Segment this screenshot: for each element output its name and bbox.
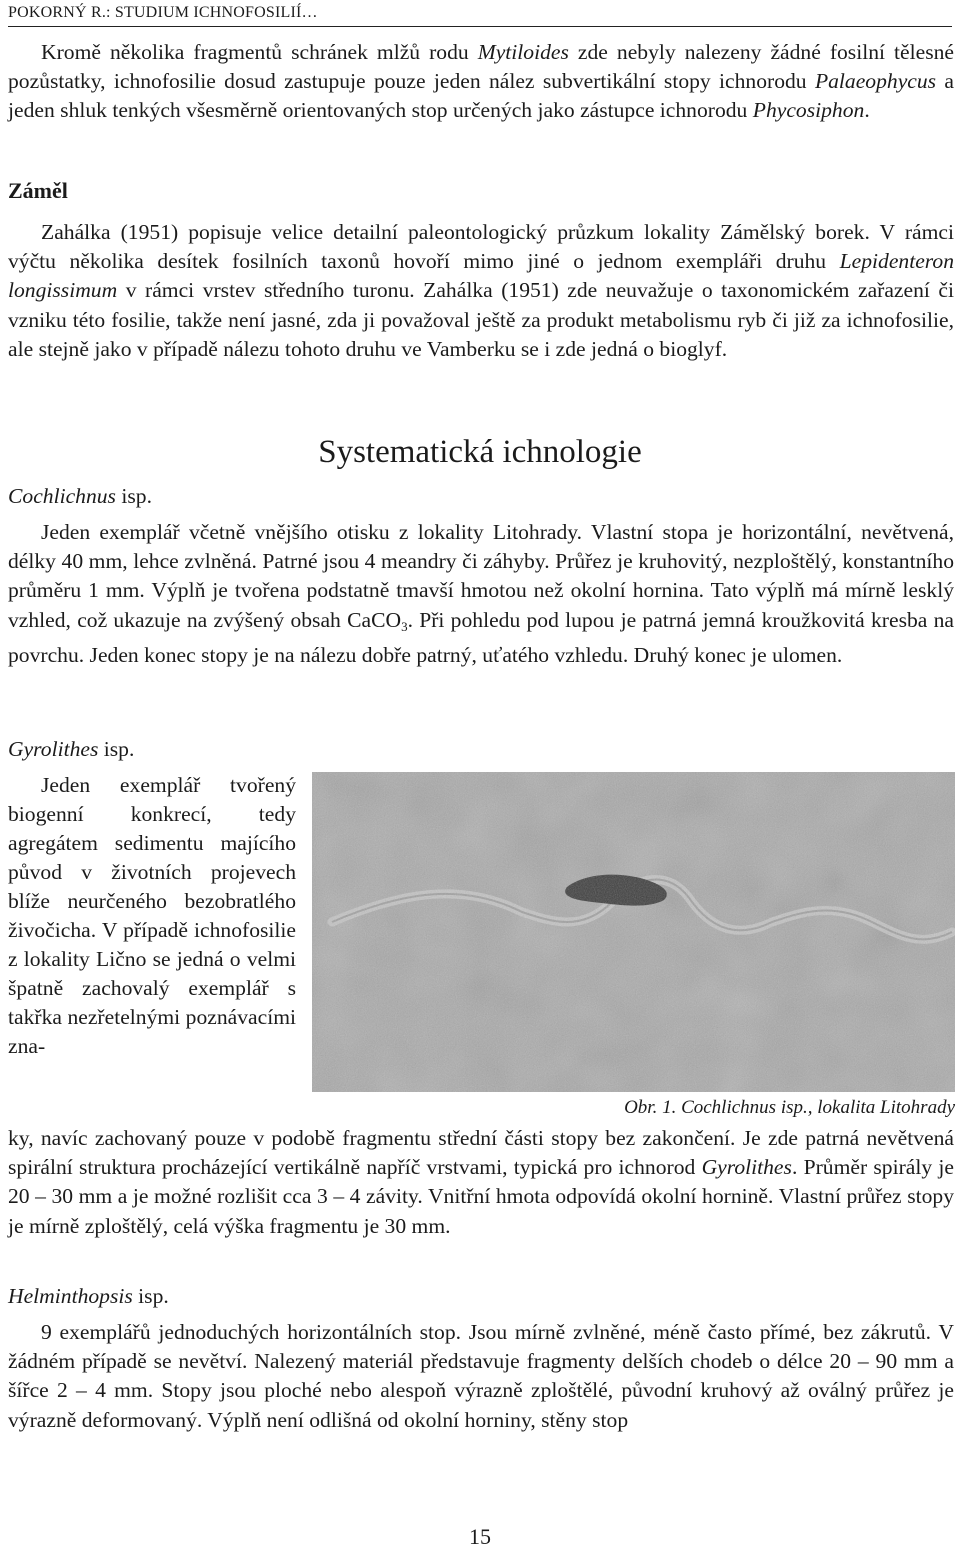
section-title: Systematická ichnologie — [318, 434, 642, 470]
taxon-cochlichnus: Cochlichnus isp. — [8, 484, 152, 508]
fossil-photo — [312, 772, 955, 1092]
figure-caption: Obr. 1. Cochlichnus isp., lokalita Litohrady — [624, 1097, 955, 1118]
zamel-paragraph: Zahálka (1951) popisuje velice detailní paleontologický průzkum lokality Zámělský borek. V rámci výčtu několika desítek fosilních taxonů hovoří mimo jiné o jednom exempláři druhu Lepidenteron longissimum v rámci vrstev středního turonu. Zahálka (1951) zde neuvažuje o taxonomickém zařazení či vzniku této fosilie, takže není jasné, zda ji považoval ještě za produkt metabolismu ryb či již za ichnofosilie, ale stejně jako v případě nálezu tohoto druhu ve Vamberku se i zde jedná o bioglyf. — [8, 220, 954, 361]
running-header: POKORNÝ R.: STUDIUM ICHNOFOSILIÍ… — [8, 4, 952, 27]
taxon-helminthopsis: Helminthopsis isp. — [8, 1284, 169, 1308]
page-number: 15 — [469, 1524, 491, 1549]
heading-zamel: Záměl — [8, 178, 68, 203]
helminthopsis-paragraph: 9 exemplářů jednoduchých horizontálních stop. Jsou mírně zvlněné, méně často přímé, bez zákrutů. V žádném případě se nevětví. Nalezený materiál představuje fragmenty delších chodeb o délce 20 – 90 mm a šířce 2 – 4 mm. Stopy jsou ploché nebo alespoň výrazně zploštělé, původní kruhový až oválný průřez je výrazně deformovaný. Výplň není odlišná od okolní horniny, stěny stop — [8, 1320, 954, 1432]
taxon-gyrolithes: Gyrolithes isp. — [8, 737, 135, 761]
cochlichnus-paragraph: Jeden exemplář včetně vnějšího otisku z lokality Litohrady. Vlastní stopa je horizontální, nevětvená, délky 40 mm, lehce zvlněná. Patrné jsou 4 meandry či záhyby. Průřez je kruhovitý, nezploštělý, konstantního průměru 1 mm. Výplň je tvořena podstatně tmavší hmotou než okolní hornina. Tato výplň má mírně lesklý vzhled, což ukazuje na zvýšený obsah CaCO$_3$. Při pohledu pod lupou je patrná jemná kroužkovitá kresba na povrchu. Jeden konec stopy je na nálezu dobře patrný, uťatého vzhledu. Druhý konec je ulomen. — [8, 520, 954, 667]
intro-paragraph: Kromě několika fragmentů schránek mlžů rodu Mytiloides zde nebyly nalezeny žádné fosilní tělesné pozůstatky, ichnofosilie dosud zastupuje pouze jeden nález subvertikální stopy ichnorodu Palaeophycus a jeden shluk tenkých všesměrně orientovaných stop určených jako zástupce ichnorodu Phycosiphon. — [8, 40, 954, 123]
gyrolithes-paragraph: ky, navíc zachovaný pouze v podobě fragmentu střední části stopy bez zakončení. Je zde patrná nevětvená spirální struktura procházející vertikálně napříč vrstvami, typická pro ichnorod Gyrolithes. Průměr spirály je 20 – 30 mm a je možné rozlišit cca 3 – 4 závity. Vnitřní hmota odpovídá okolní hornině. Vlastní průřez stopy je mírně zploštělý, celá výška fragmentu je 30 mm. — [8, 1126, 954, 1238]
fossil-photo-image — [312, 772, 955, 1092]
gyrolithes-wrap-text: Jeden exemplář tvořený biogenní konkrecí, tedy agregátem sedimentu majícího původ v životních projevech blíže neurčeného bezobratlého živočicha. V případě ichnofosilie z lokality Lično se jedná o velmi špatně zachovalý exemplář s takřka nezřetelnými poznávacími zna- — [8, 773, 296, 1058]
